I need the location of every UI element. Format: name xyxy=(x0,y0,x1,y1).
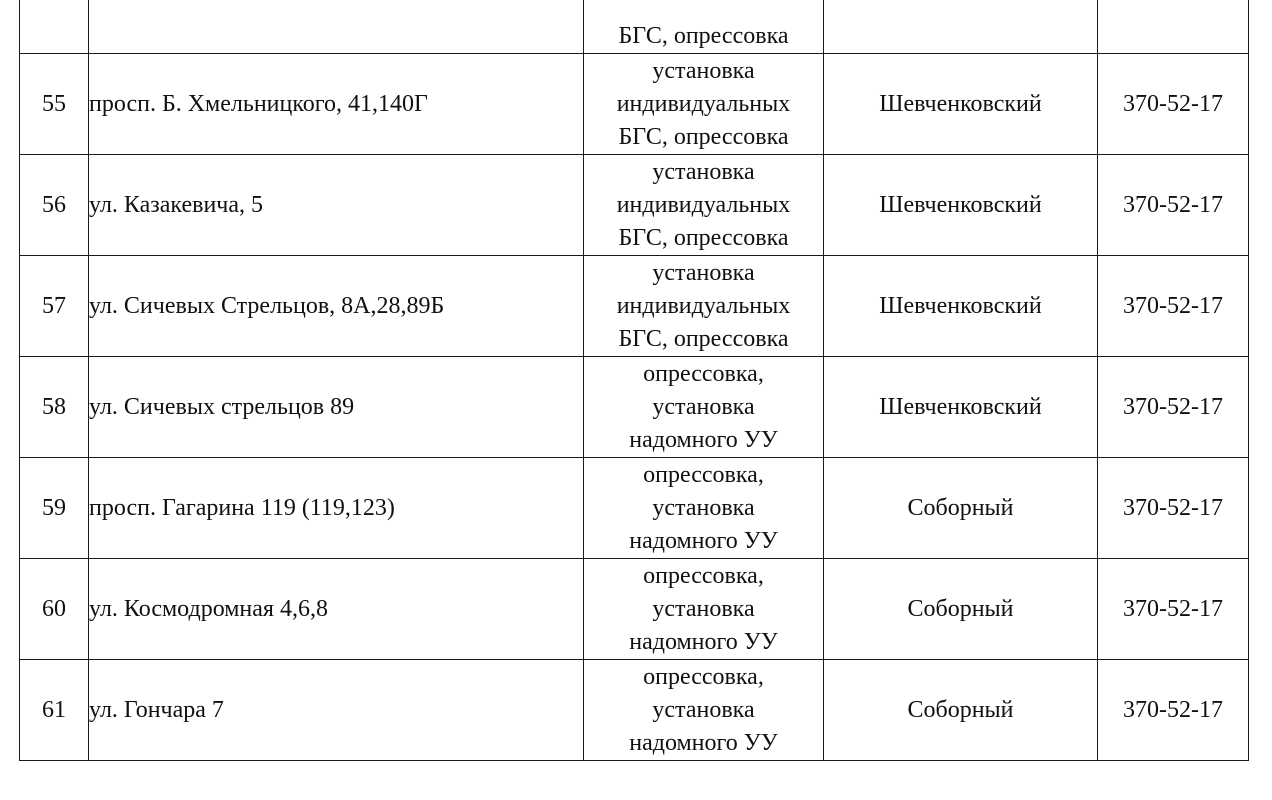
number-cell: 55 xyxy=(20,54,89,155)
table-row xyxy=(20,458,1249,559)
work-line: установка xyxy=(652,158,755,185)
work-line: индивидуальных xyxy=(616,90,791,117)
work-line: установка xyxy=(652,494,755,521)
number-cell: 60 xyxy=(20,559,89,660)
work-line: опрессовка, xyxy=(643,461,764,488)
work-line: установка xyxy=(652,696,755,723)
work-line: надомного УУ xyxy=(629,729,778,756)
number-cell: 61 xyxy=(20,660,89,761)
phone-cell: 370-52-17 xyxy=(1098,256,1249,357)
table-row xyxy=(20,660,1249,761)
number-cell: 58 xyxy=(20,357,89,458)
phone-cell xyxy=(1098,0,1249,54)
work-line: опрессовка, xyxy=(643,360,764,387)
phone-cell: 370-52-17 xyxy=(1098,458,1249,559)
table-row xyxy=(20,357,1249,458)
schedule-table xyxy=(19,0,1249,761)
work-cell xyxy=(584,660,824,761)
address-cell: просп. Гагарина 119 (119,123) xyxy=(89,458,584,559)
address-cell: ул. Сичевых стрельцов 89 xyxy=(89,357,584,458)
work-line: индивидуальных xyxy=(616,191,791,218)
district-cell: Шевченковский xyxy=(824,155,1098,256)
phone-cell: 370-52-17 xyxy=(1098,54,1249,155)
address-cell xyxy=(89,0,584,54)
number-cell xyxy=(20,0,89,54)
work-line: установка xyxy=(652,595,755,622)
district-cell xyxy=(824,0,1098,54)
table-row xyxy=(20,559,1249,660)
work-line: БГС, опрессовка xyxy=(618,325,789,352)
table-row xyxy=(20,155,1249,256)
work-cell xyxy=(584,0,824,54)
work-line: индивидуальных xyxy=(616,292,791,319)
table-row xyxy=(20,256,1249,357)
work-line: надомного УУ xyxy=(629,527,778,554)
work-cell xyxy=(584,559,824,660)
work-line: БГС, опрессовка xyxy=(618,123,789,150)
district-cell: Соборный xyxy=(824,660,1098,761)
phone-cell: 370-52-17 xyxy=(1098,559,1249,660)
address-cell: ул. Космодромная 4,6,8 xyxy=(89,559,584,660)
address-cell: ул. Сичевых Стрельцов, 8А,28,89Б xyxy=(89,256,584,357)
work-cell xyxy=(584,256,824,357)
work-cell xyxy=(584,155,824,256)
phone-cell: 370-52-17 xyxy=(1098,357,1249,458)
district-cell: Соборный xyxy=(824,458,1098,559)
table-body xyxy=(20,0,1249,761)
work-line: БГС, опрессовка xyxy=(618,23,789,49)
work-line: опрессовка, xyxy=(643,562,764,589)
number-cell: 59 xyxy=(20,458,89,559)
work-cell xyxy=(584,357,824,458)
work-line: установка xyxy=(652,259,755,286)
district-cell: Соборный xyxy=(824,559,1098,660)
work-line: установка xyxy=(652,393,755,420)
phone-cell: 370-52-17 xyxy=(1098,155,1249,256)
number-cell: 57 xyxy=(20,256,89,357)
table-row xyxy=(20,54,1249,155)
work-cell xyxy=(584,458,824,559)
address-cell: ул. Казакевича, 5 xyxy=(89,155,584,256)
district-cell: Шевченковский xyxy=(824,54,1098,155)
work-line: опрессовка, xyxy=(643,663,764,690)
work-cell xyxy=(584,54,824,155)
district-cell: Шевченковский xyxy=(824,256,1098,357)
address-cell: ул. Гончара 7 xyxy=(89,660,584,761)
table-row-continued xyxy=(20,0,1249,54)
number-cell: 56 xyxy=(20,155,89,256)
phone-cell: 370-52-17 xyxy=(1098,660,1249,761)
address-cell: просп. Б. Хмельницкого, 41,140Г xyxy=(89,54,584,155)
work-line: установка xyxy=(652,57,755,84)
district-cell: Шевченковский xyxy=(824,357,1098,458)
work-line: надомного УУ xyxy=(629,628,778,655)
work-line: БГС, опрессовка xyxy=(618,224,789,251)
work-line: надомного УУ xyxy=(629,426,778,453)
